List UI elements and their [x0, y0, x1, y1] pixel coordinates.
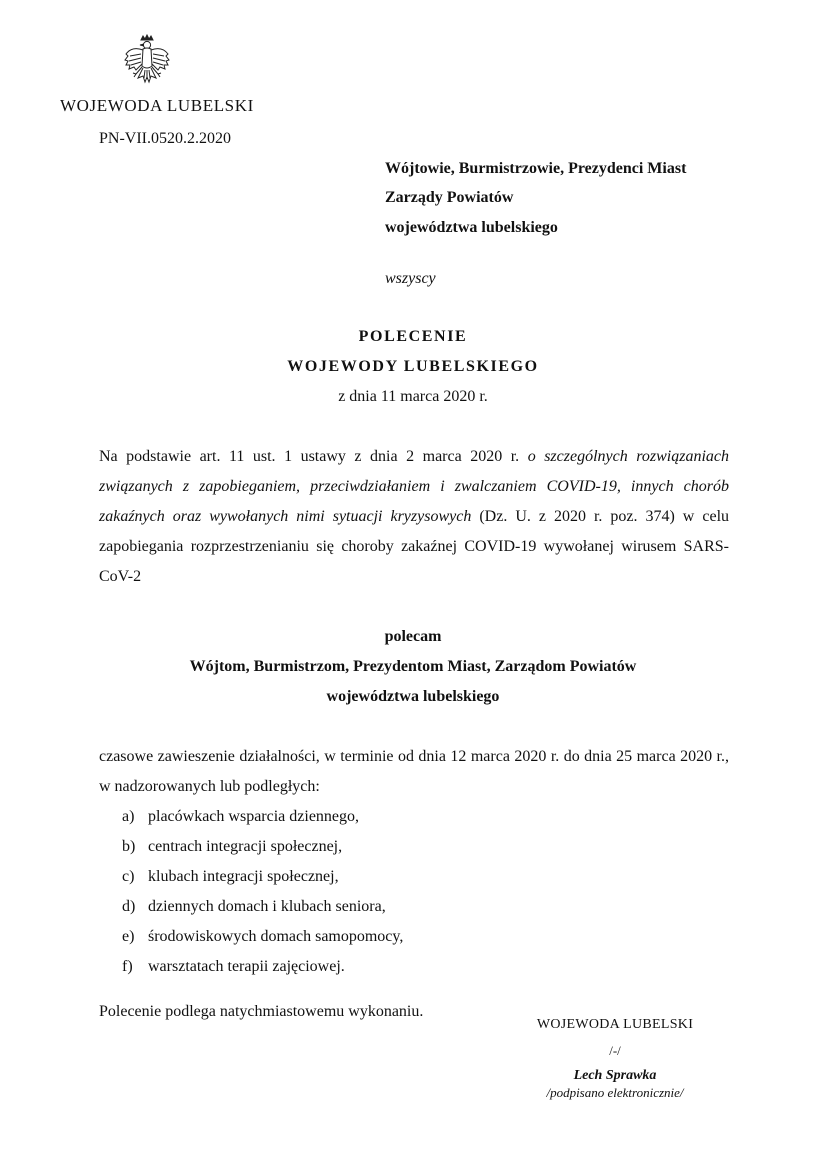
document-date: z dnia 11 marca 2020 r. [338, 388, 488, 405]
order-verb: polecam [384, 628, 442, 645]
list-item: a) placówkach wsparcia dziennego, [122, 808, 360, 825]
legal-basis-intro: Na podstawie art. 11 ust. 1 ustawy z dnia 2 marca 2020 r. [99, 448, 520, 465]
addressee-line-1: Wójtowie, Burmistrzowie, Prezydenci Miast [385, 160, 687, 177]
signature-mark: /-/ [609, 1043, 621, 1058]
signatory-title: WOJEWODA LUBELSKI [536, 1017, 694, 1032]
list-item: c) klubach integracji społecznej, [122, 868, 339, 885]
list-item: f) warsztatach terapii zajęciowej. [122, 958, 345, 975]
legal-citation: (Dz. U. z 2020 r. poz. 374) w celu zapobiegania rozprzestrzenianiu się choroby zakaźnej COVID-19 wywołanej wirusem SARS-CoV-2 [99, 508, 730, 585]
electronic-signature-note: /podpisano elektronicznie/ [546, 1085, 684, 1100]
legal-basis-paragraph [99, 442, 729, 592]
closing-statement: Polecenie podlega natychmiastowemu wykonaniu. [99, 1003, 424, 1020]
issuer-name: WOJEWODA LUBELSKI [60, 96, 254, 115]
order-recipients-region: województwa lubelskiego [326, 688, 500, 705]
signatory-name: Lech Sprawka [573, 1068, 657, 1083]
document-reference-number: PN-VII.0520.2.2020 [99, 130, 231, 147]
document-title: POLECENIE [358, 328, 468, 345]
list-item: d) dziennych domach i klubach seniora, [122, 898, 386, 915]
addressee-line-3: województwa lubelskiego [385, 219, 558, 236]
suspension-intro-paragraph: czasowe zawieszenie działalności, w terminie od dnia 12 marca 2020 r. do dnia 25 marca 2020 r., w nadzorowanych lub podległych: [99, 748, 729, 795]
list-item: b) centrach integracji społecznej, [122, 838, 343, 855]
addressee-line-2: Zarządy Powiatów [385, 189, 514, 206]
list-item: e) środowiskowych domach samopomocy, [122, 928, 404, 945]
order-recipients: Wójtom, Burmistrzom, Prezydentom Miast, Zarządom Powiatów [189, 658, 637, 675]
addressee-scope: wszyscy [385, 270, 436, 287]
polish-eagle-emblem-icon [124, 34, 170, 94]
act-title: o szczególnych rozwiązaniach związanych z zapobieganiem, przeciwdziałaniem i zwalczaniem COVID-19, innych chorób zakaźnych oraz wywołanych nimi sytuacji kryzysowych [99, 448, 729, 525]
document-title-issuer: WOJEWODY LUBELSKIEGO [287, 358, 539, 375]
